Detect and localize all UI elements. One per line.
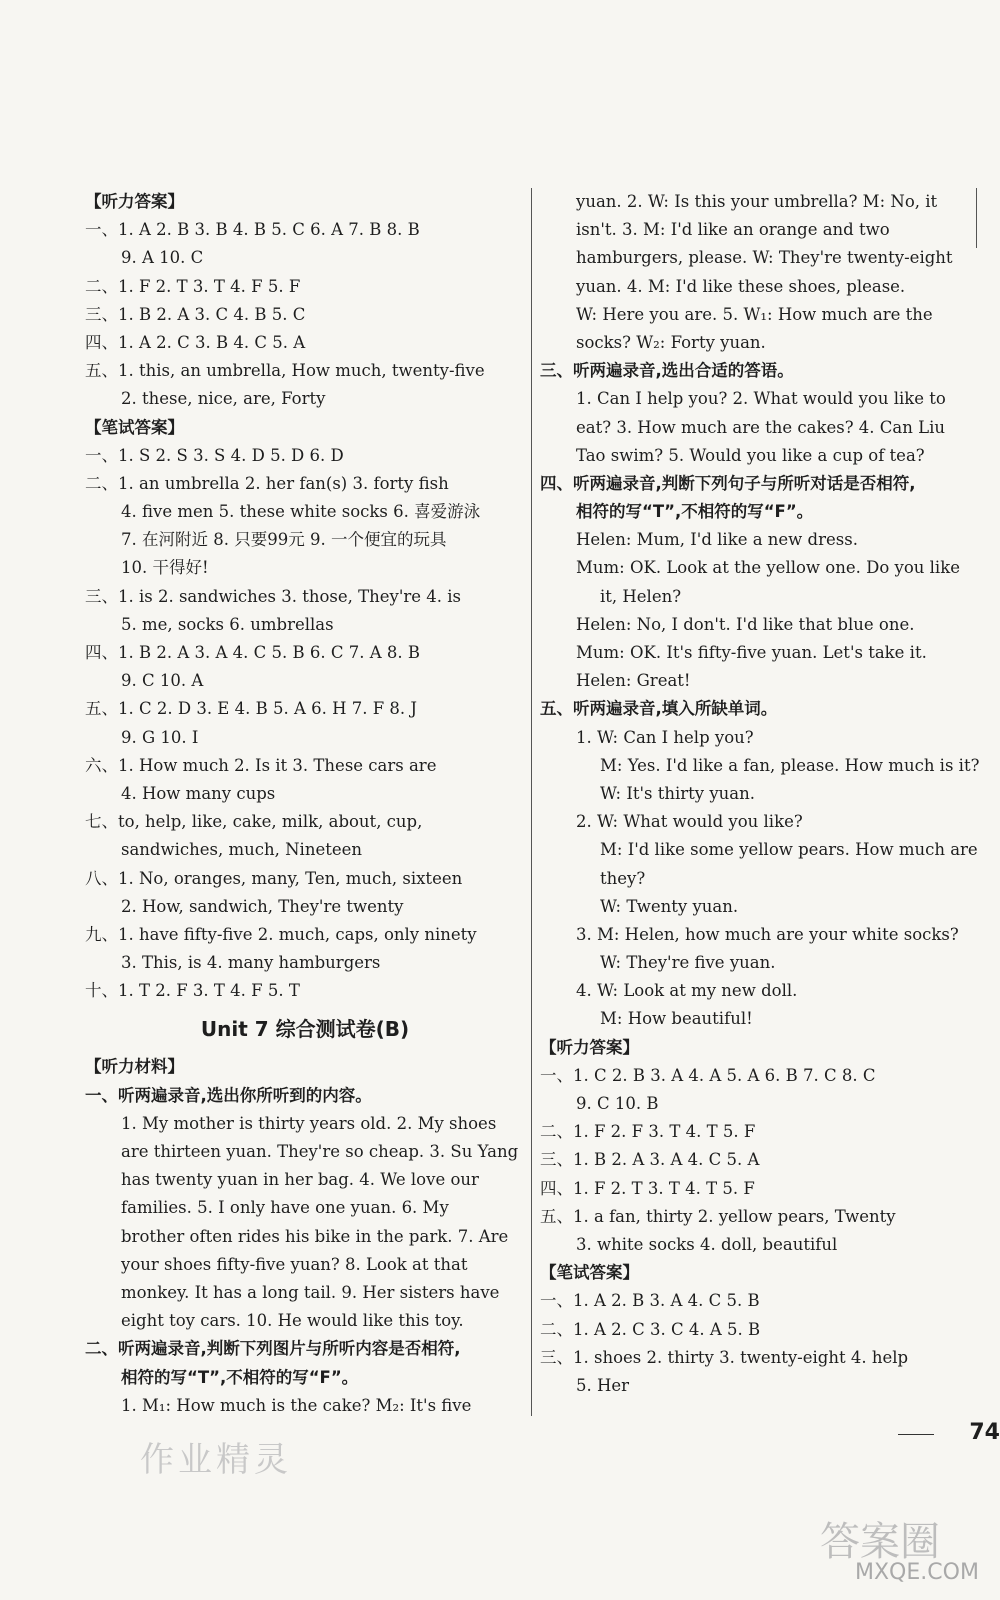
text-line: 9. A 10. C xyxy=(121,248,204,268)
text-line: 七、to, help, like, cake, milk, about, cup, xyxy=(85,812,423,832)
text-line: brother often rides his bike in the park. 7. Are xyxy=(121,1226,509,1246)
text-line: 二、1. F 2. F 3. T 4. T 5. F xyxy=(540,1122,756,1142)
text-line: 【笔试答案】 xyxy=(540,1263,639,1283)
text-line: 四、1. A 2. C 3. B 4. C 5. A xyxy=(85,332,306,352)
text-line: Helen: Mum, I'd like a new dress. xyxy=(576,530,858,550)
text-line: 2. these, nice, are, Forty xyxy=(121,389,326,409)
text-line: socks? W₂: Forty yuan. xyxy=(576,332,766,352)
text-line: isn't. 3. M: I'd like an orange and two xyxy=(576,220,890,240)
text-line: 1. Can I help you? 2. What would you like to xyxy=(576,389,946,409)
text-line: 五、1. this, an umbrella, How much, twenty-five xyxy=(85,361,485,381)
text-line: Helen: No, I don't. I'd like that blue one. xyxy=(576,614,915,634)
text-line: eight toy cars. 10. He would like this toy. xyxy=(121,1311,464,1331)
text-line: 二、1. an umbrella 2. her fan(s) 3. forty fish xyxy=(85,473,449,493)
text-line: 5. Her xyxy=(576,1375,630,1395)
text-line: has twenty yuan in her bag. 4. We love our xyxy=(121,1170,479,1190)
text-line: 四、1. F 2. T 3. T 4. T 5. F xyxy=(540,1178,755,1198)
text-line: 三、1. is 2. sandwiches 3. those, They're 4. is xyxy=(85,586,461,606)
text-line: W: Twenty yuan. xyxy=(600,896,739,916)
text-line: 五、听两遍录音,填入所缺单词。 xyxy=(540,699,778,719)
right-column xyxy=(540,188,985,1400)
text-line: 【听力材料】 xyxy=(85,1057,184,1077)
text-line: yuan. 2. W: Is this your umbrella? M: No, it xyxy=(576,192,938,211)
text-line: 三、1. shoes 2. thirty 3. twenty-eight 4. help xyxy=(540,1347,909,1367)
text-line: 三、听两遍录音,选出合适的答语。 xyxy=(540,361,794,381)
text-line: monkey. It has a long tail. 9. Her sisters have xyxy=(121,1282,500,1302)
text-line: sandwiches, much, Nineteen xyxy=(121,840,363,860)
text-line: 一、听两遍录音,选出你所听到的内容。 xyxy=(85,1085,372,1105)
text-line: eat? 3. How much are the cakes? 4. Can Liu xyxy=(576,417,945,437)
left-column xyxy=(85,188,525,1420)
text-line: 3. white socks 4. doll, beautiful xyxy=(576,1234,838,1254)
text-line: 4. How many cups xyxy=(121,783,276,803)
text-line: 2. W: What would you like? xyxy=(576,812,803,832)
column-divider xyxy=(531,188,532,1416)
text-line: Mum: OK. Look at the yellow one. Do you like xyxy=(576,558,960,578)
text-line: Helen: Great! xyxy=(576,671,691,691)
text-line: 1. M₁: How much is the cake? M₂: It's five xyxy=(121,1395,472,1415)
text-line: 十、1. T 2. F 3. T 4. F 5. T xyxy=(85,981,300,1001)
text-line: 3. This, is 4. many hamburgers xyxy=(121,953,381,973)
text-line: 五、1. C 2. D 3. E 4. B 5. A 6. H 7. F 8. J xyxy=(85,699,418,719)
text-line: your shoes fifty-five yuan? 8. Look at that xyxy=(121,1254,468,1274)
text-line: 二、听两遍录音,判断下列图片与所听内容是否相符, xyxy=(85,1339,461,1359)
text-line: 4. W: Look at my new doll. xyxy=(576,981,798,1001)
text-line: 【听力答案】 xyxy=(85,192,184,211)
text-line: are thirteen yuan. They're so cheap. 3. Su Yang xyxy=(121,1142,519,1161)
text-line: 二、1. A 2. C 3. C 4. A 5. B xyxy=(540,1319,761,1339)
text-line: 1. My mother is thirty years old. 2. My shoes xyxy=(121,1113,497,1133)
watermark-logo: 答案圈 xyxy=(820,1519,940,1565)
text-line: M: I'd like some yellow pears. How much are xyxy=(600,840,978,860)
text-line: 三、1. B 2. A 3. C 4. B 5. C xyxy=(85,304,306,324)
text-line: 一、1. S 2. S 3. S 4. D 5. D 6. D xyxy=(85,445,344,465)
text-line: 5. me, socks 6. umbrellas xyxy=(121,614,334,634)
text-line: it, Helen? xyxy=(600,586,682,606)
text-line: 9. C 10. A xyxy=(121,671,204,691)
text-line: 1. W: Can I help you? xyxy=(576,727,754,747)
text-line: 3. M: Helen, how much are your white socks? xyxy=(576,924,959,944)
page-number: 74 xyxy=(969,1420,1000,1445)
text-line: 10. 干得好! xyxy=(121,558,209,578)
text-line: 一、1. A 2. B 3. B 4. B 5. C 6. A 7. B 8. B xyxy=(85,220,420,240)
text-line: they? xyxy=(600,868,646,888)
text-line: 一、1. C 2. B 3. A 4. A 5. A 6. B 7. C 8. C xyxy=(540,1065,876,1085)
text-line: 四、1. B 2. A 3. A 4. C 5. B 6. C 7. A 8. B xyxy=(85,643,420,662)
page-number-dash xyxy=(898,1434,934,1435)
text-line: Mum: OK. It's fifty-five yuan. Let's take it. xyxy=(576,643,927,662)
text-line: Tao swim? 5. Would you like a cup of tea? xyxy=(576,445,925,465)
watermark-text: 作业精灵 xyxy=(140,1440,292,1480)
text-line: 五、1. a fan, thirty 2. yellow pears, Twenty xyxy=(540,1206,896,1226)
text-line: 相符的写“T”,不相符的写“F”。 xyxy=(121,1367,359,1387)
text-line: 一、1. A 2. B 3. A 4. C 5. B xyxy=(540,1291,760,1311)
text-line: 九、1. have fifty-five 2. much, caps, only ninety xyxy=(85,924,477,944)
text-line: families. 5. I only have one yuan. 6. My xyxy=(121,1198,449,1218)
text-line: M: How beautiful! xyxy=(600,1009,753,1029)
text-line: 9. G 10. I xyxy=(121,727,199,747)
text-line: 【听力答案】 xyxy=(540,1037,639,1057)
text-line: 六、1. How much 2. Is it 3. These cars are xyxy=(85,755,437,775)
text-line: W: They're five yuan. xyxy=(600,953,776,973)
text-line: 7. 在河附近 8. 只要99元 9. 一个便宜的玩具 xyxy=(121,530,447,550)
text-line: 4. five men 5. these white socks 6. 喜爱游泳 xyxy=(121,502,481,522)
section-title: Unit 7 综合测试卷(B) xyxy=(200,1017,410,1042)
watermark-site: MXQE.COM xyxy=(855,1560,979,1585)
text-line: 三、1. B 2. A 3. A 4. C 5. A xyxy=(540,1150,760,1170)
text-line: W: Here you are. 5. W₁: How much are the xyxy=(576,304,933,324)
text-line: 【笔试答案】 xyxy=(85,417,184,437)
text-line: M: Yes. I'd like a fan, please. How much is it? xyxy=(600,755,980,775)
text-line: 相符的写“T”,不相符的写“F”。 xyxy=(576,502,814,522)
text-line: 二、1. F 2. T 3. T 4. F 5. F xyxy=(85,276,301,296)
text-line: 四、听两遍录音,判断下列句子与所听对话是否相符, xyxy=(540,473,916,493)
text-line: 八、1. No, oranges, many, Ten, much, sixteen xyxy=(85,868,463,888)
text-line: 2. How, sandwich, They're twenty xyxy=(121,896,404,916)
text-line: yuan. 4. M: I'd like these shoes, please. xyxy=(576,276,906,296)
text-line: hamburgers, please. W: They're twenty-eight xyxy=(576,248,953,268)
text-line: W: It's thirty yuan. xyxy=(600,783,756,803)
text-line: 9. C 10. B xyxy=(576,1094,659,1113)
